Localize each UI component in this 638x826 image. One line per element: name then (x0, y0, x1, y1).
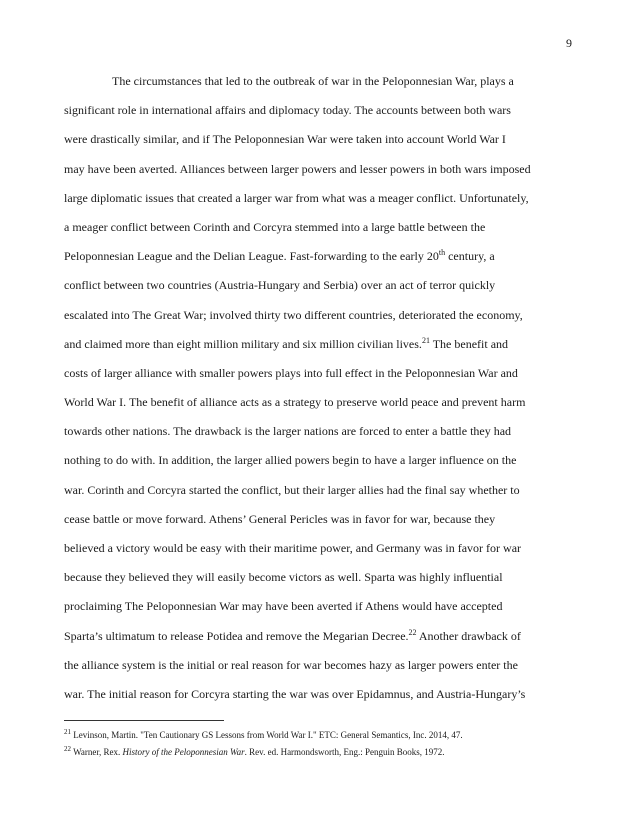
line-text: the alliance system is the initial or real reason for war becomes hazy as larger powers enter the (64, 657, 518, 672)
footnote-ref: 22 (408, 627, 417, 637)
line-text: cease battle or move forward. Athens’ General Pericles was in favor for war, because they (64, 511, 496, 526)
ordinal-superscript: th (438, 248, 446, 258)
line-text: costs of larger alliance with smaller powers plays into full effect in the Peloponnesian War and (64, 365, 518, 380)
line-text: significant role in international affairs and diplomacy today. The accounts between both wars (64, 103, 511, 118)
body-line (64, 597, 574, 626)
line-text: may have been averted. Alliances between larger powers and lesser powers in both wars imposed (64, 161, 531, 176)
body-line (64, 451, 574, 480)
body-line (64, 656, 574, 685)
body-line (64, 160, 574, 189)
line-text: The circumstances that led to the outbreak of war in the Peloponnesian War, plays a (112, 74, 514, 88)
footnote (64, 744, 574, 761)
body-line (64, 364, 574, 393)
body-line (64, 481, 574, 510)
body-line (64, 685, 574, 714)
body-line (64, 393, 574, 422)
line-text: Peloponnesian League and the Delian League. Fast-forwarding to the early 20 (64, 249, 439, 264)
body-line (64, 568, 574, 597)
line-text: century, a (445, 249, 495, 264)
body-line (64, 335, 574, 364)
line-text: believed a victory would be easy with their maritime power, and Germany was in favor for war (64, 541, 522, 555)
body-line (64, 218, 574, 247)
line-text: Sparta’s ultimatum to release Potidea and remove the Megarian Decree. (64, 628, 409, 643)
body-line (64, 247, 574, 276)
line-text: were drastically similar, and if The Peloponnesian War were taken into account World War I (64, 132, 506, 147)
body-line (64, 101, 574, 130)
footnote-ref: 21 (421, 335, 430, 345)
line-text: The benefit and (429, 336, 509, 351)
footnote-marker: 22 (64, 745, 71, 753)
line-text: nothing to do with. In addition, the larger allied powers begin to have a larger influence on the (64, 453, 517, 468)
footnote (64, 727, 574, 744)
body-line (64, 72, 574, 101)
line-text: war. The initial reason for Corcyra starting the war was over Epidamnus, and Austria-Hungary’s (64, 686, 526, 701)
line-text: a meager conflict between Corinth and Corcyra stemmed into a large battle between the (64, 219, 486, 234)
line-text: large diplomatic issues that created a larger war from what was a meager conflict. Unfortunately, (64, 190, 529, 205)
line-text: war. Corinth and Corcyra started the conflict, but their larger allies had the final say whether to (64, 482, 520, 497)
body-line (64, 539, 574, 568)
page-number: 9 (566, 36, 572, 50)
line-text: conflict between two countries (Austria-Hungary and Serbia) over an act of terror quickly (64, 278, 496, 293)
body-line (64, 627, 574, 656)
line-text: proclaiming The Peloponnesian War may have been averted if Athens would have accepted (64, 599, 503, 614)
footnote-text: Levinson, Martin. "Ten Cautionary GS Lessons from World War I." ETC: General Semantics, Inc. 2014, 47. (71, 730, 463, 740)
footnote-text: . Rev. ed. Harmondsworth, Eng.: Penguin Books, 1972. (244, 747, 445, 757)
footnote-marker: 21 (64, 728, 71, 736)
footnotes (64, 727, 574, 761)
body-line (64, 276, 574, 305)
line-text: escalated into The Great War; involved thirty two different countries, deteriorated the economy, (64, 307, 523, 322)
body-line (64, 510, 574, 539)
line-text: and claimed more than eight million military and six million civilian lives. (64, 336, 422, 351)
footnote-book-title: History of the Peloponnesian War (122, 747, 245, 757)
footnote-text: Warner, Rex. (71, 747, 123, 757)
body-line (64, 306, 574, 335)
body-line (64, 130, 574, 159)
line-text: towards other nations. The drawback is the larger nations are forced to enter a battle they had (64, 424, 512, 439)
line-text: World War I. The benefit of alliance acts as a strategy to preserve world peace and prevent harm (64, 395, 526, 410)
body-text (64, 72, 574, 714)
body-line (64, 189, 574, 218)
body-line (64, 422, 574, 451)
line-text: because they believed they will easily become victors as well. Sparta was highly influential (64, 570, 503, 585)
footnote-separator (64, 720, 224, 721)
line-text: Another drawback of (416, 628, 521, 643)
